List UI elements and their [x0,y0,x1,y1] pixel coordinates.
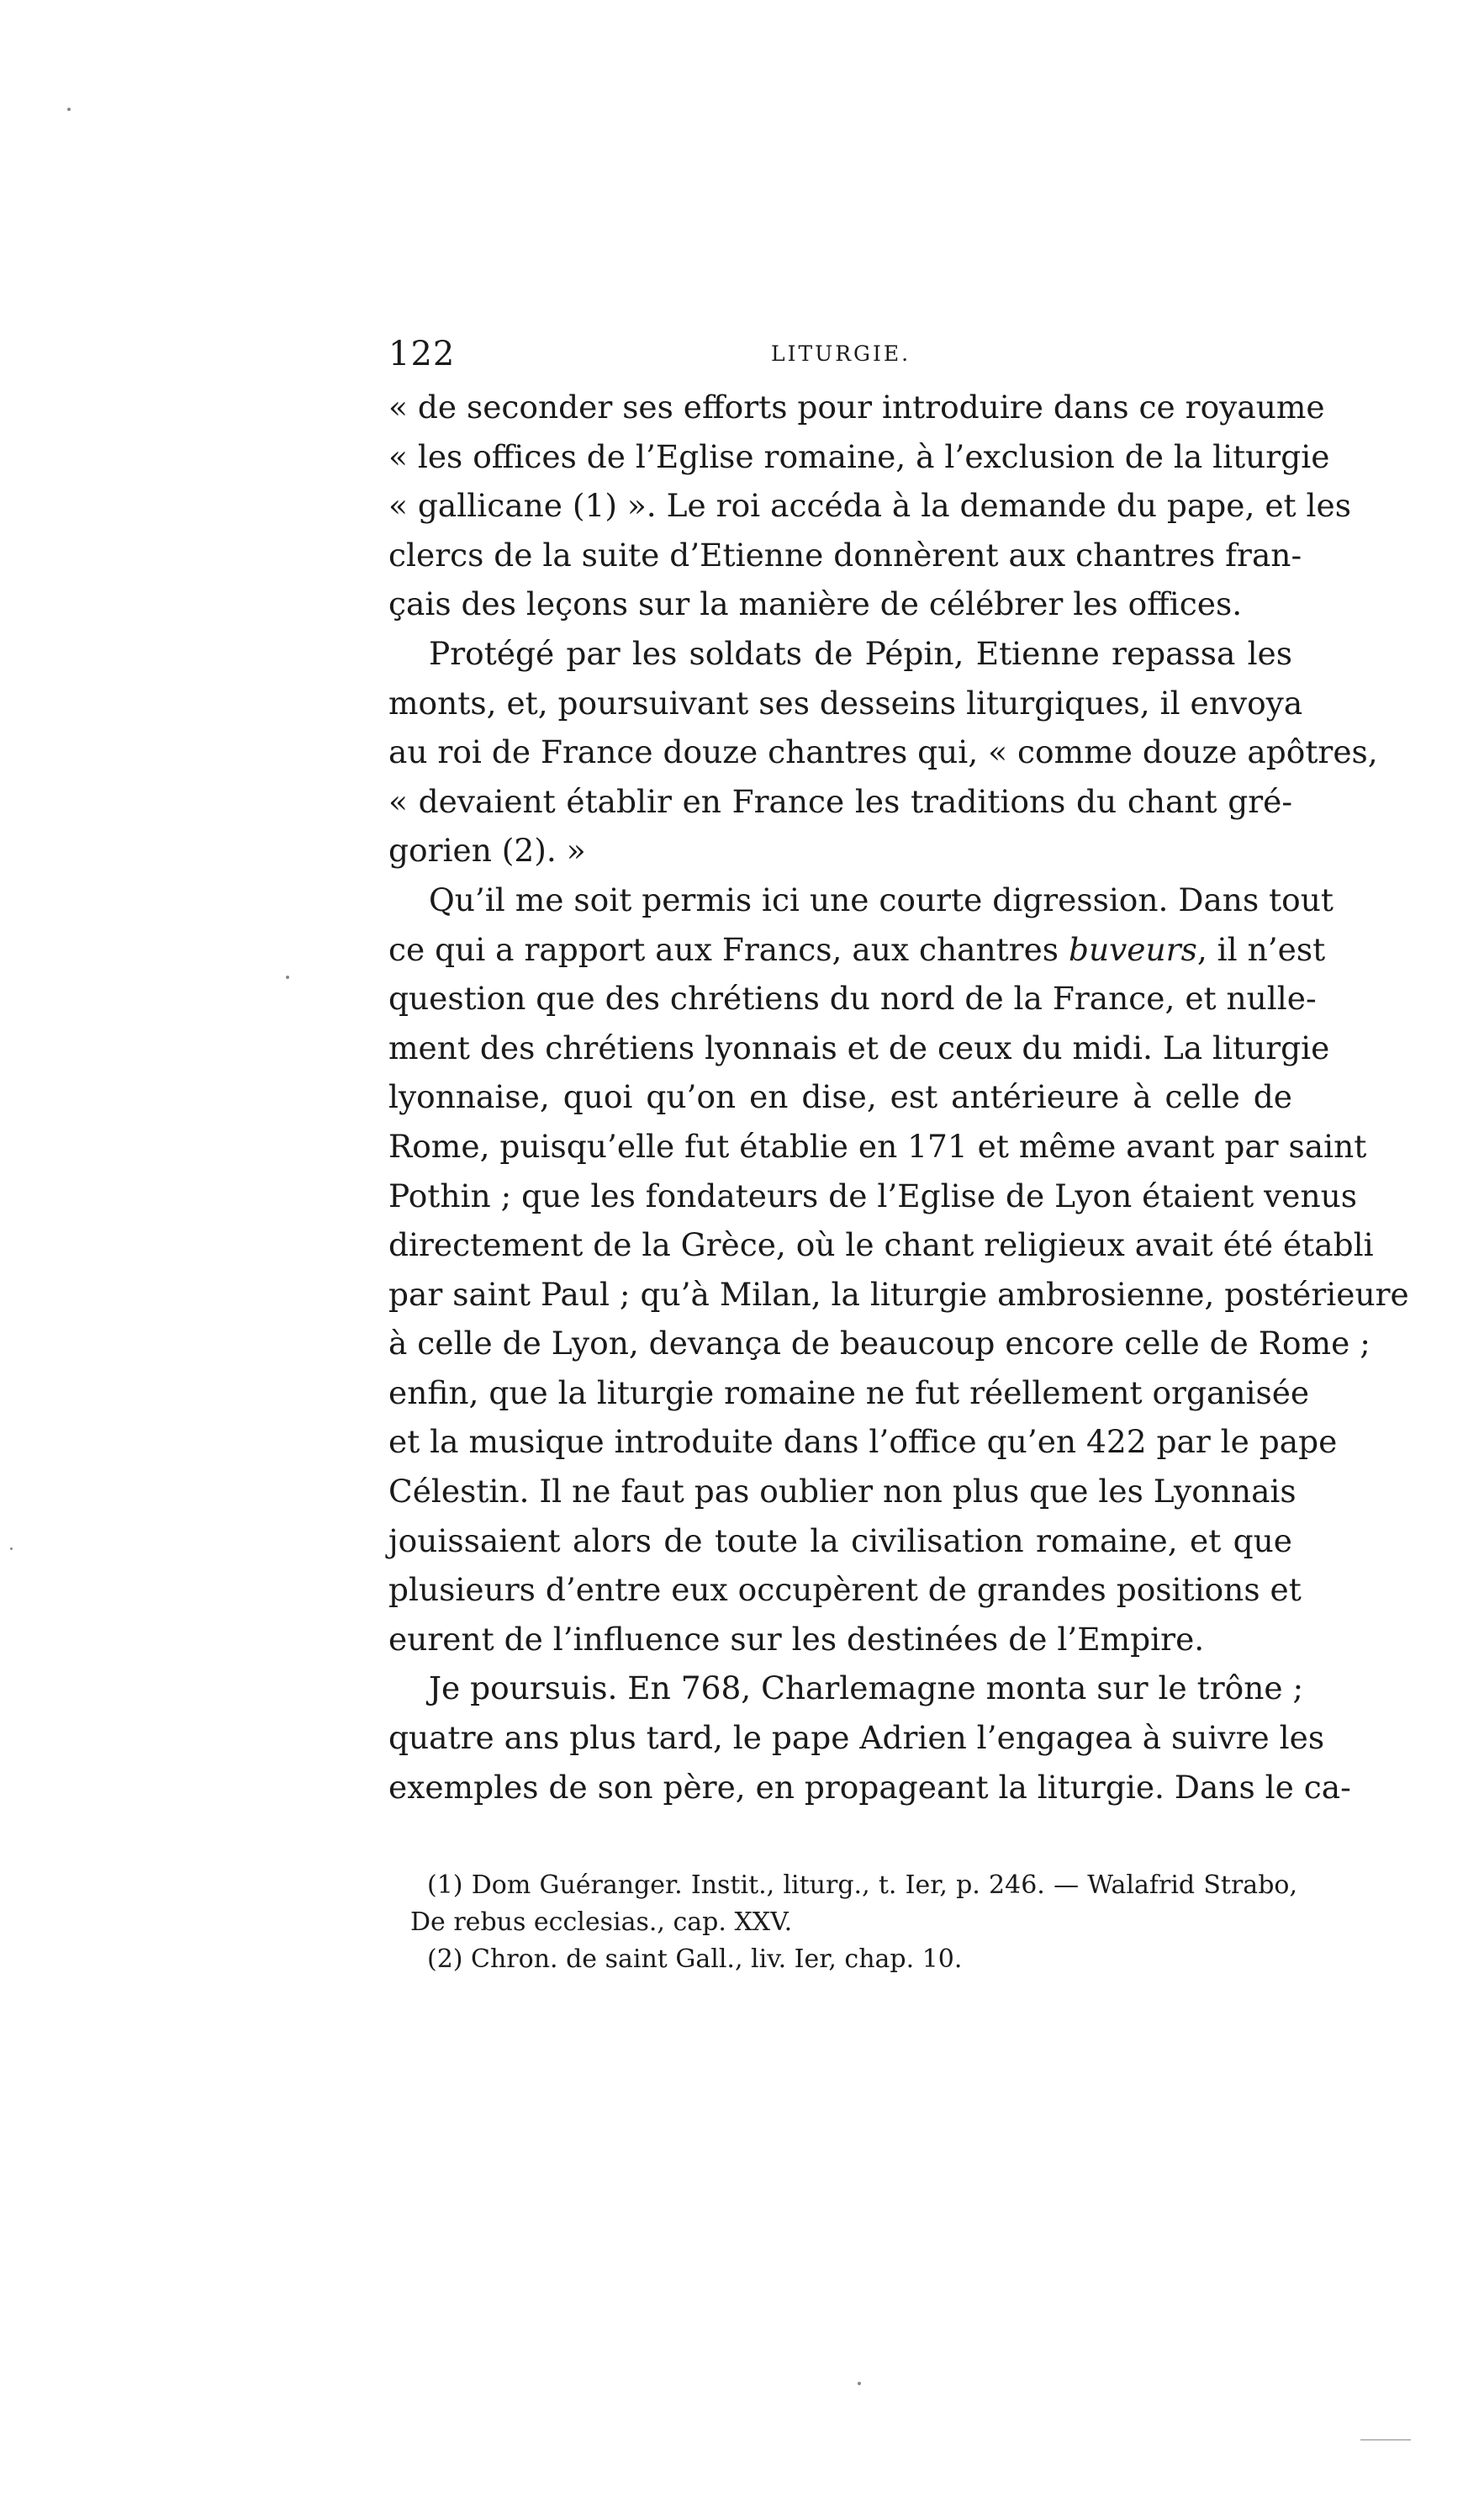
page-number: 122 [388,335,456,373]
scan-speck [286,976,289,979]
text-line: « de seconder ses efforts pour introduire dans ce royaume [388,389,1325,426]
text-line: clercs de la suite d’Etienne donnèrent aux chantres fran- [388,536,1302,574]
footnotes [410,1867,1297,1978]
text-line: Célestin. Il ne faut pas oublier non plus que les Lyonnais [388,1473,1297,1510]
text-line: « devaient établir en France les traditions du chant gré- [388,782,1292,820]
text-line: « les offices de l’Eglise romaine, à l’exclusion de la liturgie [388,437,1330,475]
text-line: quatre ans plus tard, le pape Adrien l’engagea à suivre les [388,1719,1325,1757]
text-line: ce qui a rapport aux Francs, aux chantres buveurs, il n’est [388,930,1326,968]
body-text [388,383,1409,1812]
text-line: et la musique introduite dans l’office qu’en 422 par le pape [388,1423,1338,1461]
italic-word: buveurs [1068,930,1197,968]
text-line: plusieurs d’entre eux occupèrent de grandes positions et [388,1571,1302,1609]
text-line: Pothin ; que les fondateurs de l’Eglise de Lyon étaient venus [388,1177,1358,1214]
text-line: « gallicane (1) ». Le roi accéda à la demande du pape, et les [388,487,1351,525]
text-line: Je poursuis. En 768, Charlemagne monta sur le trône ; [429,1669,1304,1707]
text-line: gorien (2). » [388,832,586,870]
text-line: Rome, puisqu’elle fut établie en 171 et même avant par saint [388,1127,1367,1165]
text-line: directement de la Grèce, où le chant religieux avait été établi [388,1226,1374,1264]
text-line: question que des chrétiens du nord de la France, et nulle- [388,980,1317,1018]
running-title: LITURGIE. [771,341,911,366]
scan-speck [858,2382,861,2385]
text-line: à celle de Lyon, devança de beaucoup encore celle de Rome ; [388,1325,1370,1362]
text-line: Qu’il me soit permis ici une courte digression. Dans tout [429,881,1333,918]
footnote-1: (1) Dom Guéranger. Instit., liturg., t. Ier, p. 246. — Walafrid Strabo, [427,1870,1297,1900]
text-line: exemples de son père, en propageant la liturgie. Dans le ca- [388,1768,1351,1806]
text-line: enfin, que la liturgie romaine ne fut réellement organisée [388,1373,1310,1411]
text-line: monts, et, poursuivant ses desseins liturgiques, il envoya [388,684,1303,722]
text-line: jouissaient alors de toute la civilisation romaine, et que [388,1521,1292,1559]
text-line: Protégé par les soldats de Pépin, Etienne repassa les [429,634,1292,672]
scan-speck [1360,2439,1411,2441]
text-line: çais des leçons sur la manière de célébrer les offices. [388,585,1243,623]
footnote-2: (2) Chron. de saint Gall., liv. Ier, chap. 10. [427,1944,963,1974]
text-line: par saint Paul ; qu’à Milan, la liturgie ambrosienne, postérieure [388,1275,1409,1313]
page-header [388,335,1288,377]
text-line: au roi de France douze chantres qui, « comme douze apôtres, [388,733,1378,771]
text-line: eurent de l’influence sur les destinées de l’Empire. [388,1620,1205,1658]
scan-speck [67,108,71,111]
text-line: lyonnaise, quoi qu’on en dise, est antérieure à celle de [388,1078,1292,1116]
text-line: ment des chrétiens lyonnais et de ceux du midi. La liturgie [388,1029,1330,1066]
scan-speck [10,1547,13,1550]
footnote-1-continued: De rebus ecclesias., cap. XXV. [410,1907,793,1937]
